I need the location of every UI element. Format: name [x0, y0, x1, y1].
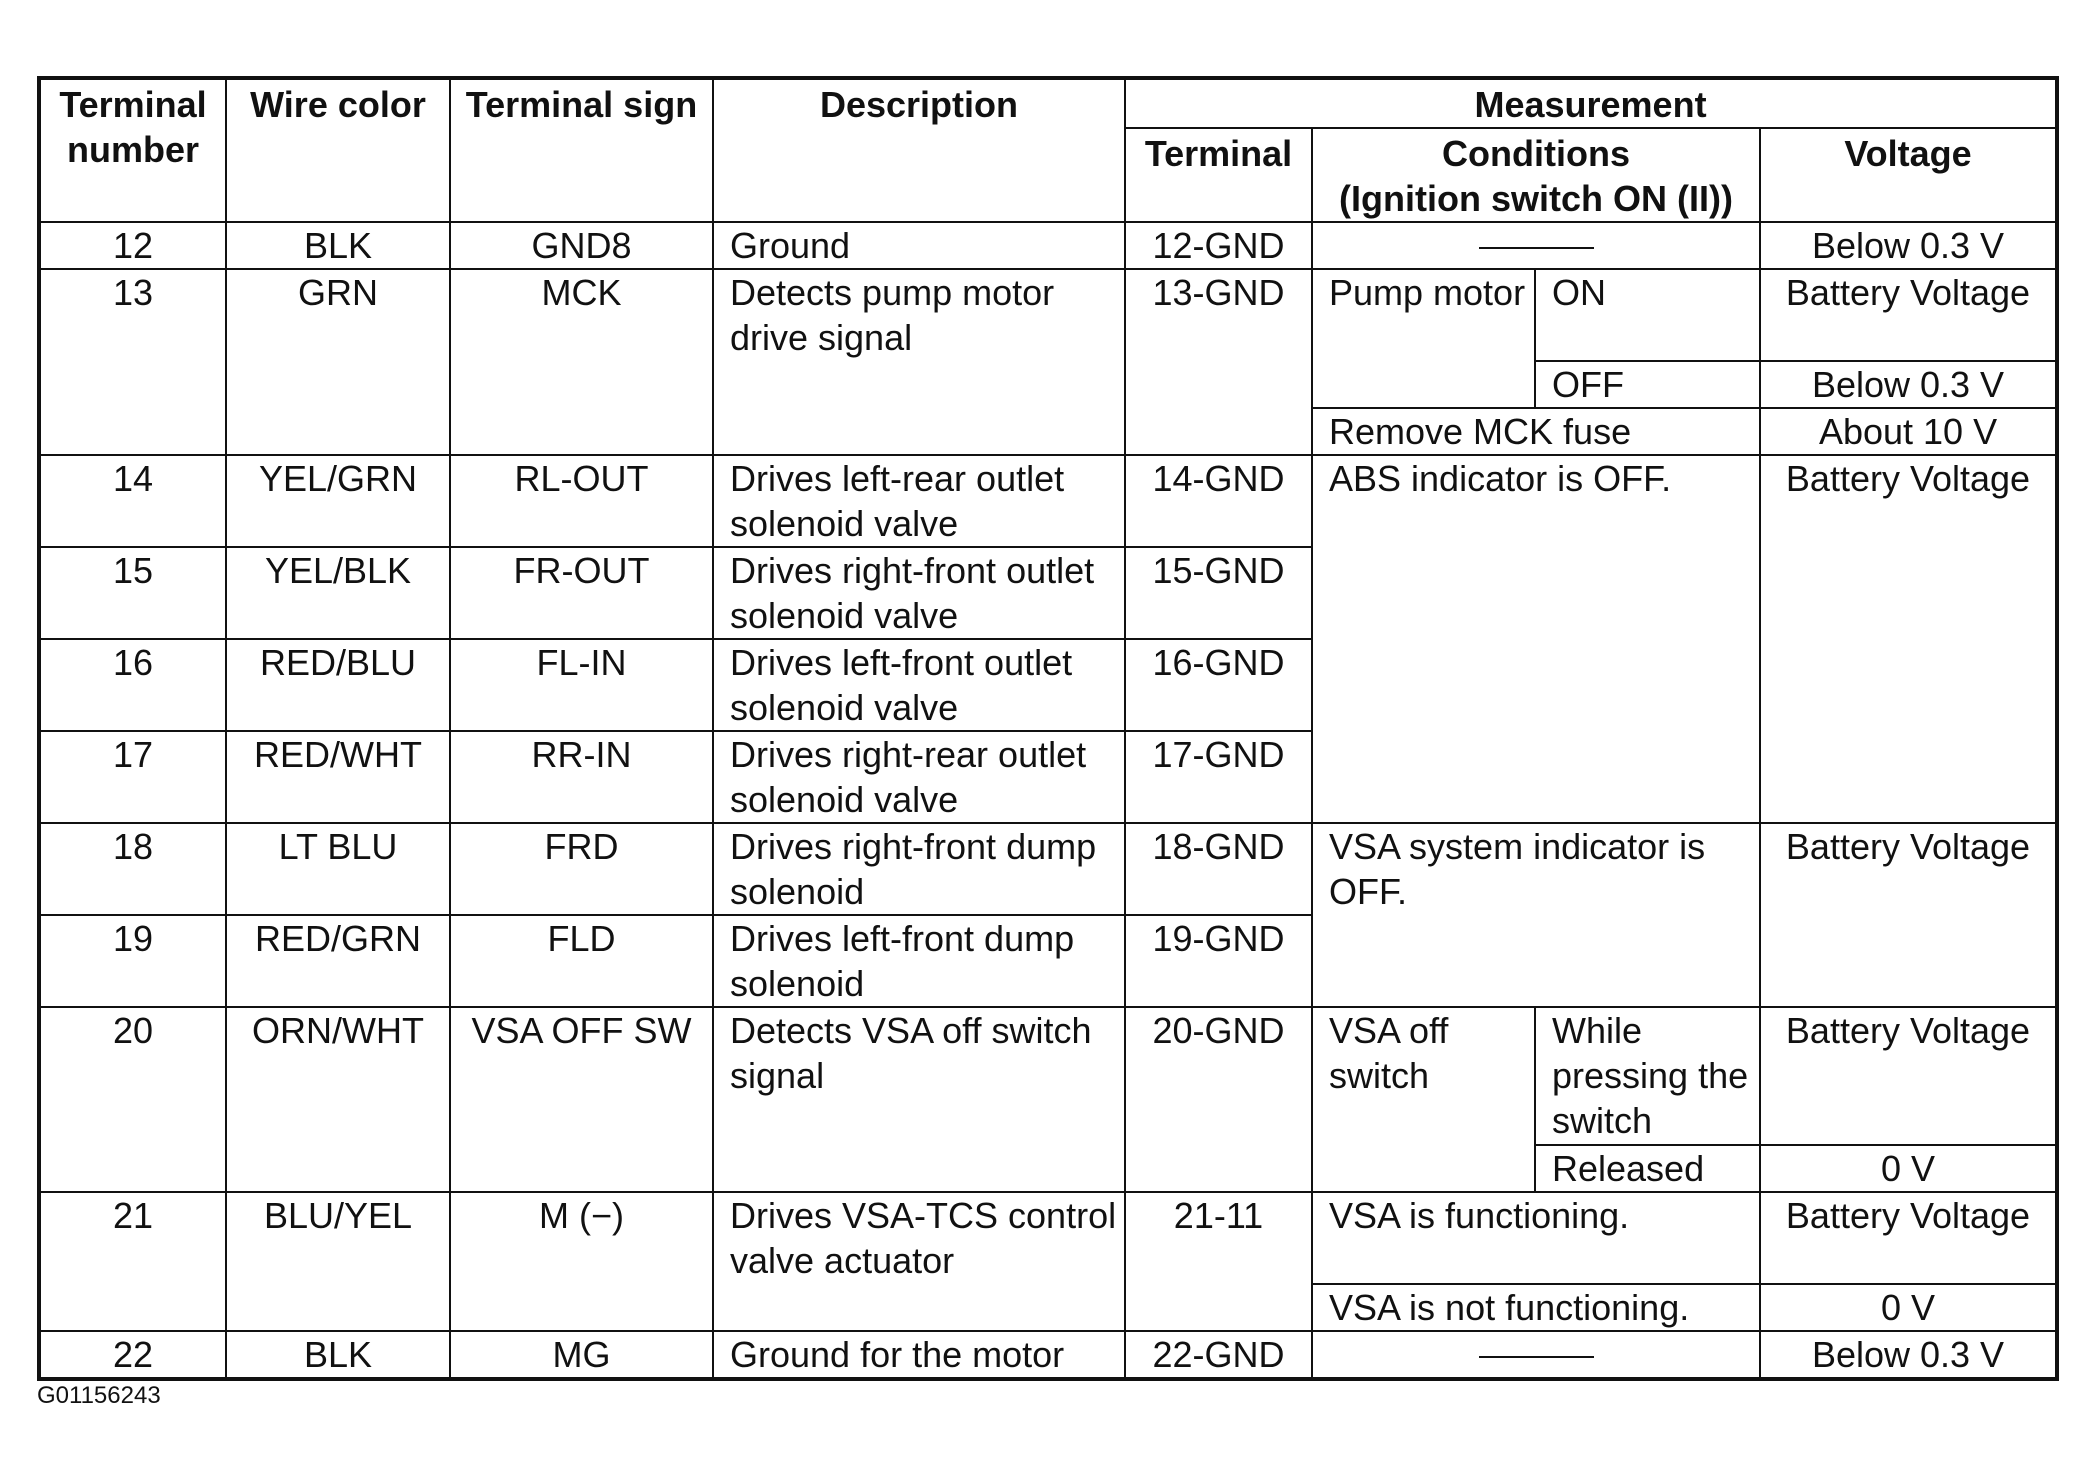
header-conditions: [1312, 128, 1760, 222]
terminal-number: 18: [39, 823, 226, 915]
table-row: [39, 269, 2057, 361]
condition-vsa-off-switch: VSA off switch: [1312, 1007, 1535, 1192]
condition-released: Released: [1535, 1145, 1760, 1192]
voltage: Below 0.3 V: [1760, 1331, 2057, 1379]
terminal-number: 13: [39, 269, 226, 455]
wire-color: BLU/YEL: [226, 1192, 450, 1331]
table-row: [39, 222, 2057, 269]
description: Detects VSA off switch signal: [713, 1007, 1125, 1192]
header-terminal-number: Terminal number: [39, 78, 226, 222]
measurement-terminal: 19-GND: [1125, 915, 1312, 1007]
condition-none: [1312, 1331, 1760, 1379]
terminal-sign: FRD: [450, 823, 713, 915]
terminal-sign: VSA OFF SW: [450, 1007, 713, 1192]
description: Drives VSA-TCS control valve actuator: [713, 1192, 1125, 1331]
header-conditions-line2: (Ignition switch ON (II)): [1339, 178, 1733, 219]
terminal-sign: FL-IN: [450, 639, 713, 731]
header-measurement: Measurement: [1125, 78, 2057, 128]
voltage: 0 V: [1760, 1145, 2057, 1192]
description: Drives right-front outlet solenoid valve: [713, 547, 1125, 639]
measurement-terminal: 17-GND: [1125, 731, 1312, 823]
description: Drives left-front outlet solenoid valve: [713, 639, 1125, 731]
table-row: [39, 1192, 2057, 1284]
measurement-terminal: 21-11: [1125, 1192, 1312, 1331]
terminal-sign: MG: [450, 1331, 713, 1379]
voltage: Below 0.3 V: [1760, 361, 2057, 408]
condition-vsa-functioning: VSA is functioning.: [1312, 1192, 1760, 1284]
terminal-number: 20: [39, 1007, 226, 1192]
header-terminal-sign: Terminal sign: [450, 78, 713, 222]
voltage: Below 0.3 V: [1760, 222, 2057, 269]
condition-while-pressing: While pressing the switch: [1535, 1007, 1760, 1145]
terminal-number: 16: [39, 639, 226, 731]
wire-color: ORN/WHT: [226, 1007, 450, 1192]
description: Ground: [713, 222, 1125, 269]
measurement-terminal: 22-GND: [1125, 1331, 1312, 1379]
terminal-number: 12: [39, 222, 226, 269]
header-conditions-line1: Conditions: [1442, 133, 1630, 174]
condition-on: ON: [1535, 269, 1760, 361]
description: Drives right-rear outlet solenoid valve: [713, 731, 1125, 823]
dash-divider: [1479, 247, 1594, 249]
wire-color: LT BLU: [226, 823, 450, 915]
header-wire-color: Wire color: [226, 78, 450, 222]
wire-color: YEL/GRN: [226, 455, 450, 547]
voltage: About 10 V: [1760, 408, 2057, 455]
terminal-table: [37, 76, 2059, 1381]
terminal-sign: RL-OUT: [450, 455, 713, 547]
header-terminal: Terminal: [1125, 128, 1312, 222]
terminal-sign: MCK: [450, 269, 713, 455]
condition-none: [1312, 222, 1760, 269]
terminal-sign: M (−): [450, 1192, 713, 1331]
terminal-sign: FLD: [450, 915, 713, 1007]
terminal-number: 22: [39, 1331, 226, 1379]
terminal-sign: FR-OUT: [450, 547, 713, 639]
wire-color: RED/GRN: [226, 915, 450, 1007]
wire-color: BLK: [226, 222, 450, 269]
condition-vsa-system-indicator-off: VSA system indicator is OFF.: [1312, 823, 1760, 1007]
condition-off: OFF: [1535, 361, 1760, 408]
voltage: Battery Voltage: [1760, 1007, 2057, 1145]
description: Drives left-front dump solenoid: [713, 915, 1125, 1007]
table-row: [39, 455, 2057, 547]
terminal-number: 17: [39, 731, 226, 823]
header-voltage: Voltage: [1760, 128, 2057, 222]
condition-abs-indicator-off: ABS indicator is OFF.: [1312, 455, 1760, 823]
wire-color: GRN: [226, 269, 450, 455]
terminal-number: 15: [39, 547, 226, 639]
description: Ground for the motor: [713, 1331, 1125, 1379]
condition-remove-mck-fuse: Remove MCK fuse: [1312, 408, 1760, 455]
voltage: Battery Voltage: [1760, 455, 2057, 823]
terminal-sign: GND8: [450, 222, 713, 269]
table-row: [39, 823, 2057, 915]
voltage: Battery Voltage: [1760, 823, 2057, 1007]
measurement-terminal: 13-GND: [1125, 269, 1312, 455]
dash-divider: [1479, 1356, 1594, 1358]
terminal-number: 14: [39, 455, 226, 547]
measurement-terminal: 12-GND: [1125, 222, 1312, 269]
figure-id-caption: G01156243: [37, 1382, 161, 1409]
table-row: [39, 1007, 2057, 1145]
description: Detects pump motor drive signal: [713, 269, 1125, 455]
description: Drives left-rear outlet solenoid valve: [713, 455, 1125, 547]
terminal-number: 19: [39, 915, 226, 1007]
terminal-sign: RR-IN: [450, 731, 713, 823]
terminal-number: 21: [39, 1192, 226, 1331]
condition-pump-motor: Pump motor: [1312, 269, 1535, 408]
measurement-terminal: 18-GND: [1125, 823, 1312, 915]
condition-vsa-not-functioning: VSA is not functioning.: [1312, 1284, 1760, 1331]
wire-color: YEL/BLK: [226, 547, 450, 639]
wire-color: BLK: [226, 1331, 450, 1379]
wire-color: RED/BLU: [226, 639, 450, 731]
voltage: 0 V: [1760, 1284, 2057, 1331]
description: Drives right-front dump solenoid: [713, 823, 1125, 915]
measurement-terminal: 20-GND: [1125, 1007, 1312, 1192]
header-description: Description: [713, 78, 1125, 222]
table-row: [39, 1331, 2057, 1379]
voltage: Battery Voltage: [1760, 1192, 2057, 1284]
wire-color: RED/WHT: [226, 731, 450, 823]
voltage: Battery Voltage: [1760, 269, 2057, 361]
measurement-terminal: 15-GND: [1125, 547, 1312, 639]
measurement-terminal: 14-GND: [1125, 455, 1312, 547]
measurement-terminal: 16-GND: [1125, 639, 1312, 731]
